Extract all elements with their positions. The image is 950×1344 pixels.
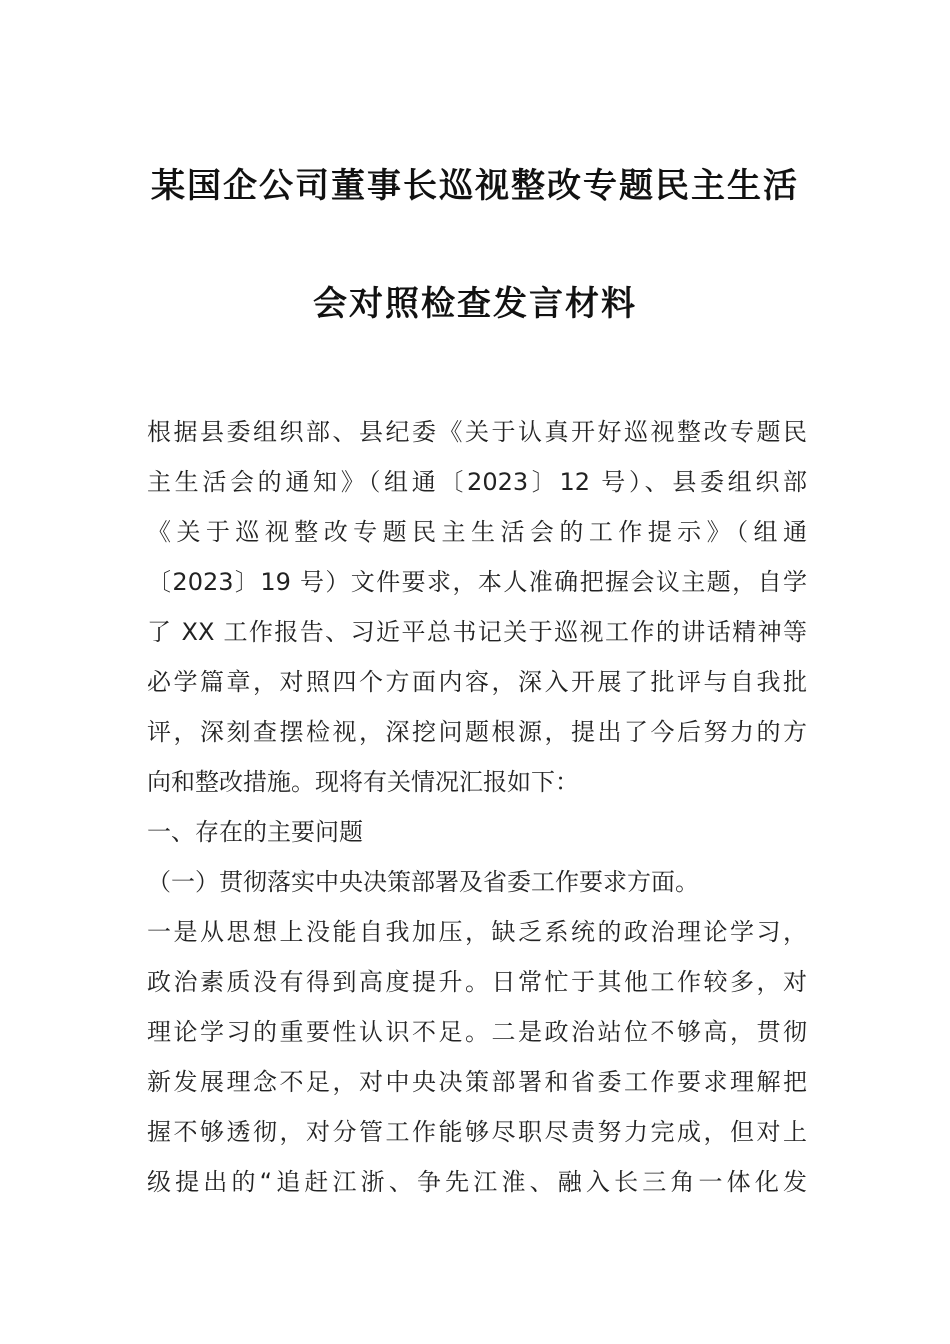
subsection-heading: （一）贯彻落实中央决策部署及省委工作要求方面。 xyxy=(147,868,699,896)
paragraph-2-line-3: 理论学习的重要性认识不足。二是政治站位不够高，贯彻 xyxy=(147,1018,807,1046)
paragraph-2-line-4: 新发展理念不足，对中央决策部署和省委工作要求理解把 xyxy=(147,1068,807,1096)
paragraph-1-line-3: 《关于巡视整改专题民主生活会的工作提示》（组通 xyxy=(147,518,807,546)
document-title-line-1: 某国企公司董事长巡视整改专题民主生活 xyxy=(151,166,799,206)
paragraph-1-line-1: 根据县委组织部、县纪委《关于认真开好巡视整改专题民 xyxy=(147,418,807,446)
paragraph-1-line-7: 评，深刻查摆检视，深挖问题根源，提出了今后努力的方 xyxy=(147,718,807,746)
paragraph-2-line-5: 握不够透彻，对分管工作能够尽职尽责努力完成，但对上 xyxy=(147,1118,807,1146)
paragraph-1-line-2: 主生活会的通知》（组通〔2023〕12 号）、县委组织部 xyxy=(147,468,807,496)
document-title-line-2: 会对照检查发言材料 xyxy=(313,284,637,324)
paragraph-1-line-4: 〔2023〕19 号）文件要求，本人准确把握会议主题，自学 xyxy=(147,568,807,596)
paragraph-1-line-8: 向和整改措施。现将有关情况汇报如下： xyxy=(147,768,579,796)
paragraph-1-line-6: 必学篇章，对照四个方面内容，深入开展了批评与自我批 xyxy=(147,668,807,696)
paragraph-2-line-6: 级提出的“追赶江浙、争先江淮、融入长三角一体化发 xyxy=(147,1168,807,1196)
paragraph-2-line-1: 一是从思想上没能自我加压，缺乏系统的政治理论学习， xyxy=(147,918,807,946)
paragraph-1-line-5: 了 XX 工作报告、习近平总书记关于巡视工作的讲话精神等 xyxy=(147,618,807,646)
section-heading: 一、存在的主要问题 xyxy=(147,818,363,846)
paragraph-2-line-2: 政治素质没有得到高度提升。日常忙于其他工作较多，对 xyxy=(147,968,807,996)
